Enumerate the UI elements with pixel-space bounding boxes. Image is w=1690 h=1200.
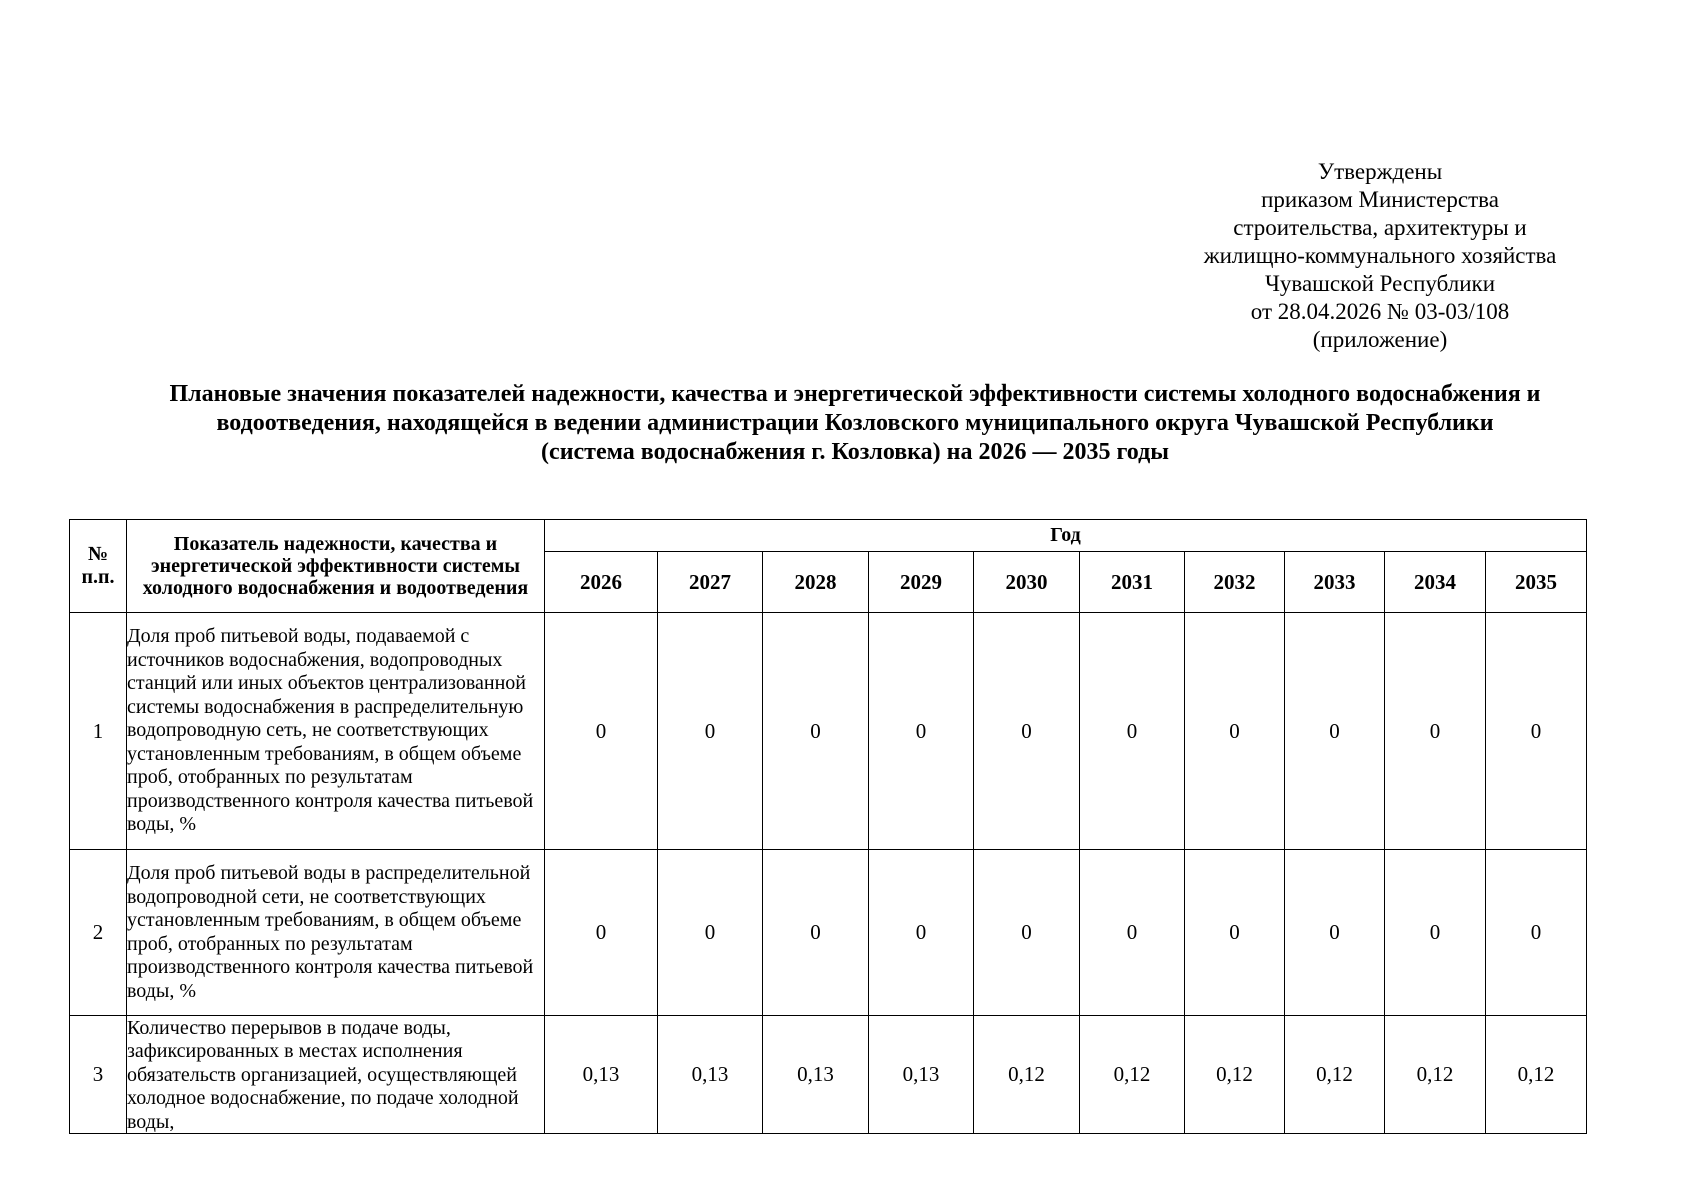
value-cell: 0 bbox=[1385, 850, 1486, 1016]
value-cell: 0 bbox=[869, 850, 974, 1016]
value-cell: 0 bbox=[545, 850, 658, 1016]
value-cell: 0 bbox=[1486, 850, 1587, 1016]
value-cell: 0,13 bbox=[658, 1016, 763, 1134]
value-cell: 0,12 bbox=[1080, 1016, 1185, 1134]
header-number: № п.п. bbox=[70, 520, 127, 613]
value-cell: 0 bbox=[545, 613, 658, 850]
value-cell: 0,12 bbox=[1385, 1016, 1486, 1134]
header-year: 2035 bbox=[1486, 552, 1587, 613]
header-year: 2026 bbox=[545, 552, 658, 613]
approval-line: строительства, архитектуры и bbox=[1233, 215, 1527, 240]
indicator-cell bbox=[127, 1016, 545, 1134]
table-row bbox=[70, 1016, 1587, 1134]
value-cell: 0,13 bbox=[869, 1016, 974, 1134]
value-cell: 0 bbox=[1080, 850, 1185, 1016]
indicator-text: Доля проб питьевой воды, подаваемой с источников водоснабжения, водопроводных станций или иных объектов централизованной системы водоснабжения в распределительную водопроводную сеть, не соответствующих установленным требованиям, в общем объеме проб, отобранных по результатам производственного контроля качества питьевой воды, % bbox=[127, 613, 545, 850]
approval-line: (приложение) bbox=[1312, 327, 1448, 352]
header-year: 2029 bbox=[869, 552, 974, 613]
indicators-table bbox=[69, 519, 1587, 1134]
value-cell: 0 bbox=[974, 850, 1080, 1016]
value-cell: 0,13 bbox=[545, 1016, 658, 1134]
indicator-text: Доля проб питьевой воды в распределительной водопроводной сети, не соответствующих установленным требованиям, в общем объеме проб, отобранных по результатам производственного контроля качества питьевой воды, % bbox=[127, 850, 545, 1016]
indicator-text: Количество перерывов в подаче воды, зафиксированных в местах исполнения обязательств организацией, осуществляющей холодное водоснабжение, по подаче холодной воды, bbox=[127, 1016, 519, 1133]
approval-line: от 28.04.2026 № 03-03/108 bbox=[1250, 299, 1510, 324]
header-indicator: Показатель надежности, качества и энергетической эффективности системы холодного водоснабжения и водоотведения bbox=[127, 520, 545, 613]
header-year: 2027 bbox=[658, 552, 763, 613]
approval-line: Утверждены bbox=[1317, 159, 1443, 184]
header-year: 2033 bbox=[1285, 552, 1385, 613]
title-line: (система водоснабжения г. Козловка) на 2026 — 2035 годы bbox=[541, 439, 1169, 465]
header-year: 2034 bbox=[1385, 552, 1486, 613]
value-cell: 0,12 bbox=[1486, 1016, 1587, 1134]
approval-block bbox=[1130, 158, 1630, 354]
value-cell: 0 bbox=[1185, 613, 1285, 850]
document-title bbox=[60, 380, 1650, 467]
value-cell: 0 bbox=[974, 613, 1080, 850]
value-cell: 0,12 bbox=[974, 1016, 1080, 1134]
header-year-group: Год bbox=[545, 520, 1587, 552]
table-row bbox=[70, 613, 1587, 850]
value-cell: 0 bbox=[1385, 613, 1486, 850]
title-line: Плановые значения показателей надежности, качества и энергетической эффективности системы холодного водоснабжения и bbox=[169, 381, 1541, 407]
row-number: 3 bbox=[70, 1016, 127, 1134]
value-cell: 0 bbox=[763, 613, 869, 850]
approval-line: Чувашской Республики bbox=[1264, 271, 1496, 296]
value-cell: 0 bbox=[1080, 613, 1185, 850]
value-cell: 0 bbox=[1486, 613, 1587, 850]
title-line: водоотведения, находящейся в ведении администрации Козловского муниципального округа Чувашской Республики bbox=[216, 410, 1494, 436]
header-year: 2031 bbox=[1080, 552, 1185, 613]
value-cell: 0 bbox=[658, 613, 763, 850]
value-cell: 0 bbox=[658, 850, 763, 1016]
value-cell: 0 bbox=[1185, 850, 1285, 1016]
value-cell: 0,12 bbox=[1185, 1016, 1285, 1134]
value-cell: 0 bbox=[763, 850, 869, 1016]
table-row bbox=[70, 850, 1587, 1016]
approval-line: приказом Министерства bbox=[1261, 187, 1499, 212]
approval-line: жилищно-коммунального хозяйства bbox=[1203, 243, 1557, 268]
row-number: 2 bbox=[70, 850, 127, 1016]
row-number: 1 bbox=[70, 613, 127, 850]
value-cell: 0 bbox=[1285, 850, 1385, 1016]
value-cell: 0,12 bbox=[1285, 1016, 1385, 1134]
value-cell: 0,13 bbox=[763, 1016, 869, 1134]
value-cell: 0 bbox=[869, 613, 974, 850]
header-year: 2032 bbox=[1185, 552, 1285, 613]
value-cell: 0 bbox=[1285, 613, 1385, 850]
header-year: 2028 bbox=[763, 552, 869, 613]
header-year: 2030 bbox=[974, 552, 1080, 613]
